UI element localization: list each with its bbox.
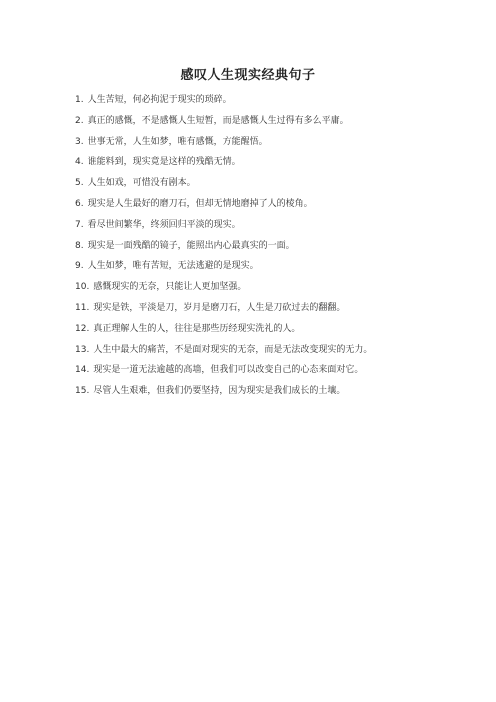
- item-text: 人生中最大的痛苦，不是面对现实的无奈，而是无法改变现实的无力。: [93, 344, 373, 355]
- list-item: [75, 363, 475, 384]
- item-number: 12.: [75, 323, 90, 334]
- item-text: 人生如戏，可惜没有剧本。: [87, 178, 196, 189]
- item-number: 2.: [75, 115, 84, 126]
- item-number: 1.: [75, 95, 84, 105]
- item-number: 9.: [75, 261, 84, 272]
- item-number: 13.: [75, 344, 90, 355]
- item-text: 真正的感慨，不是感慨人生短暂，而是感慨人生过得有多么平庸。: [87, 115, 349, 126]
- item-text: 现实是一面残酷的镜子，能照出内心最真实的一面。: [87, 240, 295, 251]
- list-item: [75, 93, 475, 114]
- list-item: [75, 155, 475, 176]
- list-item: [75, 259, 475, 280]
- list-item: [75, 322, 475, 343]
- item-number: 6.: [75, 198, 84, 209]
- item-number: 14.: [75, 365, 90, 376]
- list-item: [75, 239, 475, 260]
- item-text: 人生苦短，何必拘泥于现实的琐碎。: [87, 95, 232, 105]
- item-text: 现实是人生最好的磨刀石，但却无情地磨掉了人的棱角。: [87, 198, 313, 209]
- item-number: 7.: [75, 219, 84, 230]
- item-text: 世事无常，人生如梦，唯有感慨，方能醒悟。: [87, 136, 268, 147]
- item-text: 尽管人生艰难，但我们仍要坚持，因为现实是我们成长的土壤。: [93, 386, 346, 397]
- list-item: [75, 384, 475, 405]
- item-number: 5.: [75, 178, 84, 189]
- list-item: [75, 343, 475, 364]
- list-item: [75, 176, 475, 197]
- item-text: 现实是一道无法逾越的高墙，但我们可以改变自己的心态来面对它。: [93, 365, 364, 376]
- item-number: 4.: [75, 157, 84, 168]
- page-title: 感叹人生现实经典句子: [180, 68, 316, 83]
- list-item: [75, 197, 475, 218]
- item-number: 15.: [75, 386, 90, 397]
- item-number: 8.: [75, 240, 84, 251]
- item-number: 11.: [75, 302, 90, 313]
- item-text: 人生如梦，唯有苦短，无法逃避的是现实。: [87, 261, 259, 272]
- list-item: [75, 135, 475, 156]
- item-number: 3.: [75, 136, 84, 147]
- item-text: 谁能料到，现实竟是这样的残酷无情。: [87, 157, 241, 168]
- item-text: 看尽世间繁华，终须回归平淡的现实。: [87, 219, 241, 230]
- item-number: 10.: [75, 282, 90, 293]
- item-text: 真正理解人生的人，往往是那些历经现实洗礼的人。: [93, 323, 301, 334]
- list-item: [75, 301, 475, 322]
- quote-list: [75, 93, 475, 405]
- item-text: 感慨现实的无奈，只能让人更加坚强。: [93, 282, 247, 293]
- list-item: [75, 114, 475, 135]
- list-item: [75, 280, 475, 301]
- item-text: 现实是铁，平淡是刀，岁月是磨刀石，人生是刀砍过去的翻翻。: [93, 302, 346, 313]
- list-item: [75, 218, 475, 239]
